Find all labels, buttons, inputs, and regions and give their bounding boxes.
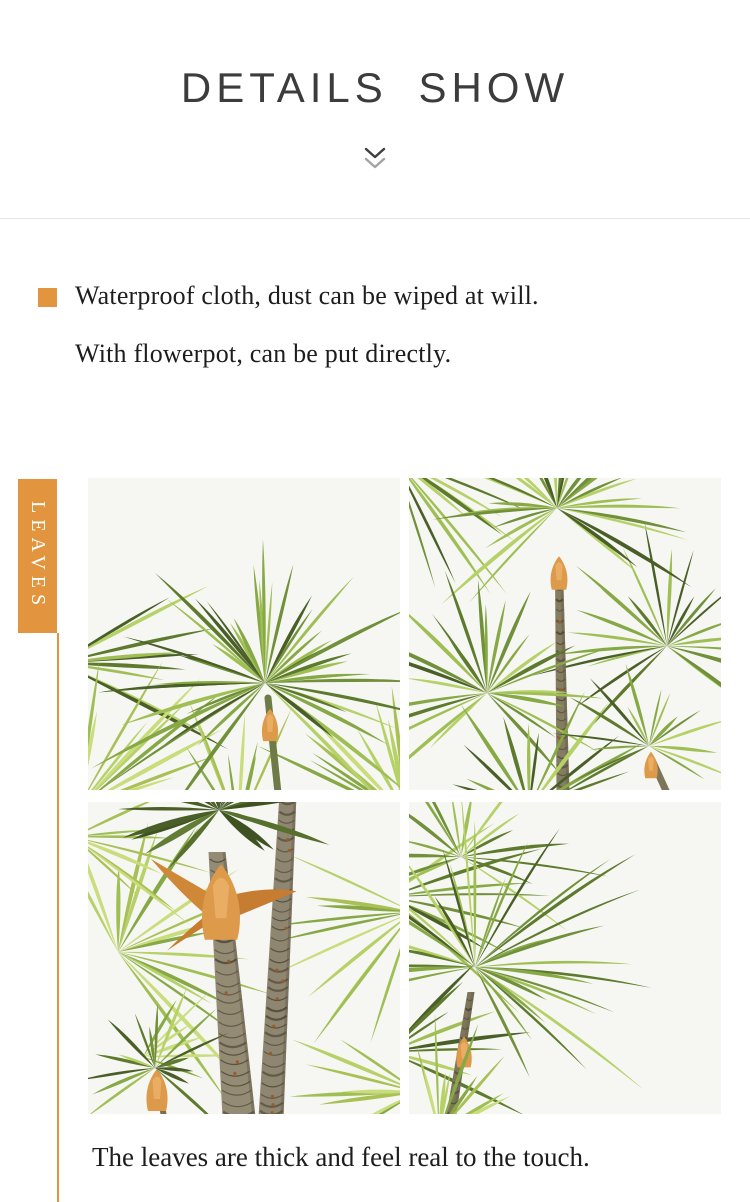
leaves-tab xyxy=(18,479,57,633)
accent-vertical-line xyxy=(57,633,59,1202)
plant-photo-bottom-left xyxy=(88,802,400,1114)
plant-photo-top-left xyxy=(88,478,400,790)
feature-line-2: With flowerpot, can be put directly. xyxy=(75,339,452,368)
plant-photo-art-plant-multi-heads xyxy=(409,478,721,790)
plant-photo-top-right xyxy=(409,478,721,790)
chevron-top xyxy=(366,149,384,157)
leaves-tab-label: LEAVES xyxy=(27,500,49,612)
feature-line-1: Waterproof cloth, dust can be wiped at will. xyxy=(75,281,539,310)
page-title: DETAILS SHOW xyxy=(180,64,570,111)
photo-caption: The leaves are thick and feel real to the touch. xyxy=(92,1142,590,1172)
plant-photo-bottom-right xyxy=(409,802,721,1114)
double-chevron-down-icon xyxy=(364,146,386,172)
section-divider xyxy=(0,218,750,219)
plant-photo-art-plant-trunks-closeup xyxy=(88,802,400,1114)
feature-bullet-square xyxy=(38,288,57,307)
chevron-bottom xyxy=(366,159,384,167)
plant-photo-art-plant-head-closeup xyxy=(88,478,400,790)
plant-photo-art-plant-sweeping-leaves xyxy=(409,802,721,1114)
